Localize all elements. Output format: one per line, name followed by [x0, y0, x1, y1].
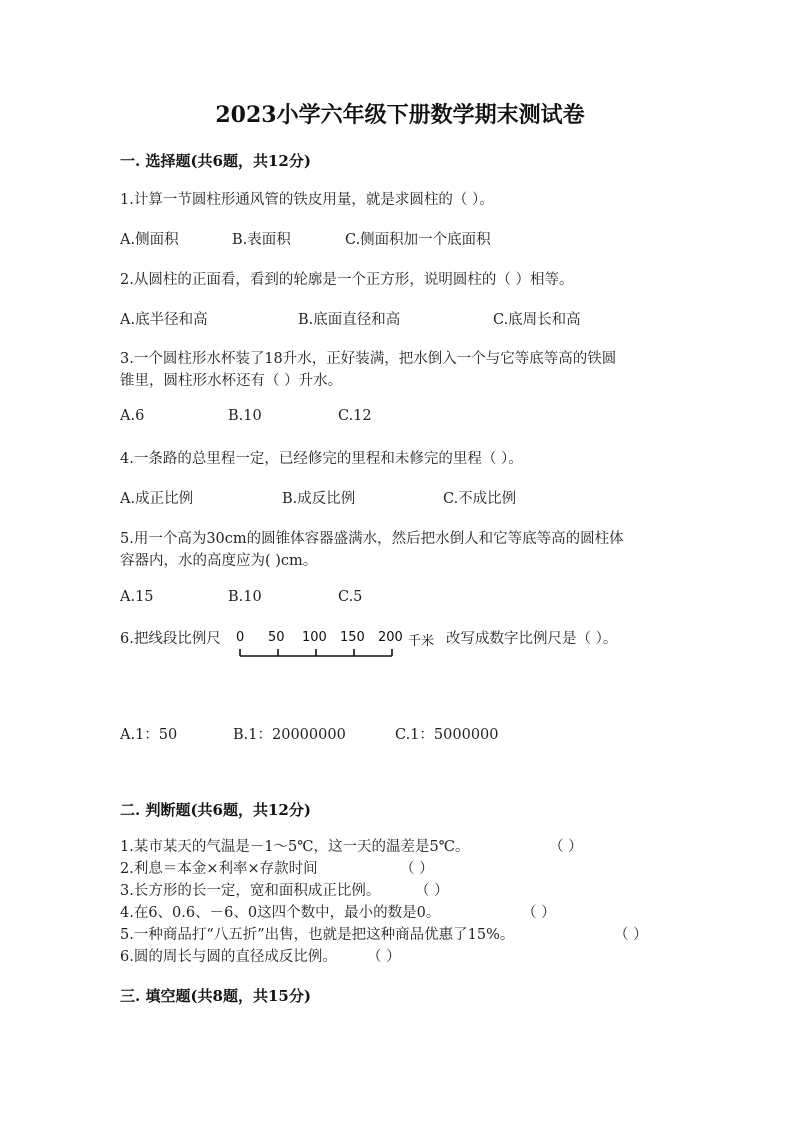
- judgement-item-2-paren: （ ）: [400, 861, 434, 877]
- scale-label-200: 200: [378, 630, 403, 645]
- judgement-item-2: 2.利息＝本金×利率×存款时间: [120, 861, 318, 877]
- judgement-item-4-paren: （ ）: [522, 905, 556, 921]
- question-4-option-b: B.成反比例: [282, 491, 356, 507]
- scale-label-100: 100: [302, 630, 327, 645]
- question-5-stem-line2: 容器内，水的高度应为( )cm。: [120, 553, 318, 569]
- judgement-item-4: 4.在6、0.6、－6、0这四个数中，最小的数是0。: [120, 905, 441, 921]
- section-heading-choice: 一. 选择题(共6题，共12分): [120, 152, 311, 170]
- judgement-item-6: 6.圆的周长与圆的直径成反比例。: [120, 949, 337, 965]
- question-2-option-c: C.底周长和高: [493, 312, 581, 328]
- scale-label-0: 0: [236, 630, 245, 645]
- question-2-option-a: A.底半径和高: [120, 312, 208, 328]
- scale-label-50: 50: [268, 630, 285, 645]
- judgement-item-6-paren: （ ）: [367, 949, 401, 965]
- scale-bar: [240, 649, 392, 656]
- question-6-option-b: B.1：20000000: [233, 727, 346, 743]
- question-1-option-a: A.侧面积: [120, 232, 179, 248]
- question-2-stem: 2.从圆柱的正面看，看到的轮廓是一个正方形，说明圆柱的（ ）相等。: [120, 272, 574, 288]
- question-1-option-b: B.表面积: [232, 232, 291, 248]
- section-heading-judgement: 二. 判断题(共6题，共12分): [120, 801, 311, 819]
- question-6-stem-prefix: 6.把线段比例尺: [120, 631, 221, 647]
- question-6-option-a: A.1：50: [120, 727, 178, 743]
- judgement-item-3: 3.长方形的长一定，宽和面积成正比例。: [120, 883, 381, 899]
- question-3-option-a: A.6: [120, 408, 145, 424]
- page-title: 2023小学六年级下册数学期末测试卷: [215, 102, 585, 128]
- section-heading-fill-in: 三. 填空题(共8题，共15分): [120, 987, 311, 1005]
- question-4-stem: 4.一条路的总里程一定，已经修完的里程和未修完的里程（ ）。: [120, 451, 523, 467]
- question-3-stem-line1: 3.一个圆柱形水杯装了18升水，正好装满，把水倒入一个与它等底等高的铁圆: [120, 351, 617, 367]
- question-6-option-c: C.1：5000000: [395, 727, 499, 743]
- question-5-stem-line1: 5.用一个高为30cm的圆锥体容器盛满水，然后把水倒人和它等底等高的圆柱体: [120, 531, 624, 547]
- question-5-option-c: C.5: [338, 589, 363, 605]
- question-1-stem: 1.计算一节圆柱形通风管的铁皮用量，就是求圆柱的（ ）。: [120, 192, 494, 208]
- line-segment-scale: [236, 630, 446, 668]
- question-5-option-b: B.10: [228, 589, 262, 605]
- judgement-item-5: 5.一种商品打“八五折”出售，也就是把这种商品优惠了15%。: [120, 927, 515, 943]
- question-3-option-c: C.12: [338, 408, 372, 424]
- scale-unit: 千米: [408, 634, 435, 649]
- question-4-option-c: C.不成比例: [443, 491, 517, 507]
- question-3-stem-line2: 锥里，圆柱形水杯还有（ ）升水。: [120, 373, 343, 389]
- judgement-item-5-paren: （ ）: [614, 927, 648, 943]
- question-2-option-b: B.底面直径和高: [298, 312, 401, 328]
- question-5-option-a: A.15: [120, 589, 154, 605]
- judgement-item-3-paren: （ ）: [415, 883, 449, 899]
- judgement-item-1-paren: （ ）: [549, 839, 583, 855]
- scale-label-150: 150: [340, 630, 365, 645]
- question-1-option-c: C.侧面积加一个底面积: [345, 232, 491, 248]
- question-4-option-a: A.成正比例: [120, 491, 194, 507]
- question-6-stem-suffix: 改写成数字比例尺是（ ）。: [446, 631, 618, 647]
- question-3-option-b: B.10: [228, 408, 262, 424]
- judgement-item-1: 1.某市某天的气温是－1～5℃，这一天的温差是5℃。: [120, 839, 470, 855]
